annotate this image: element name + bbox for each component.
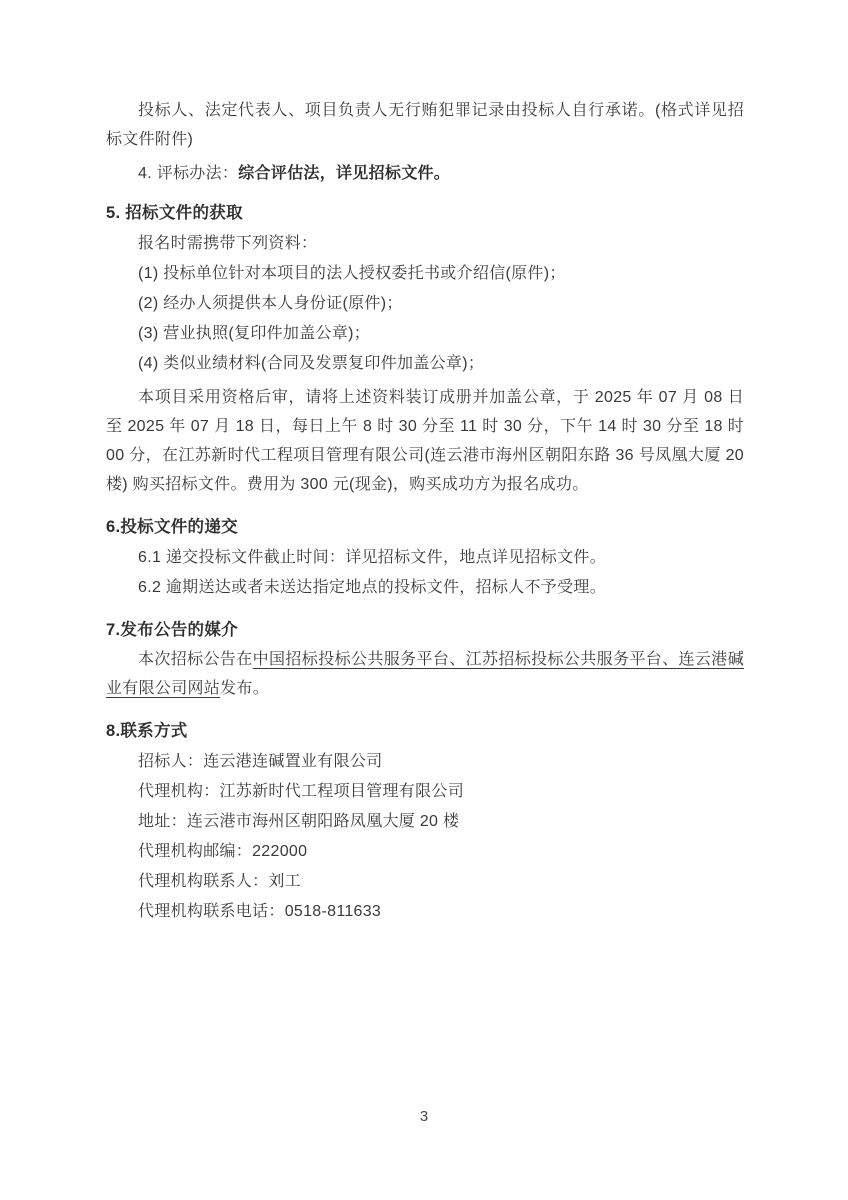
section-7-prefix: 本次招标公告在	[138, 651, 253, 668]
section-5-item-4: (4) 类似业绩材料(合同及发票复印件加盖公章)；	[138, 355, 485, 372]
section-5-item-3: (3) 营业执照(复印件加盖公章)；	[138, 325, 371, 342]
section-8-heading: 8.联系方式	[106, 722, 188, 740]
section-5-intro: 报名时需携带下列资料：	[138, 235, 318, 252]
section-6-item-1: 6.1 递交投标文件截止时间：详见招标文件，地点详见招标文件。	[138, 549, 606, 566]
contact-phone: 代理机构联系电话：0518-811633	[138, 903, 382, 920]
contact-tenderer: 招标人：连云港连碱置业有限公司	[138, 753, 383, 770]
section-7-heading: 7.发布公告的媒介	[106, 621, 238, 639]
item-4-label: 4. 评标办法：	[138, 165, 239, 182]
item-4-bold-text: 综合评估法，详见招标文件。	[238, 165, 451, 182]
item-4-evaluation-method	[106, 159, 744, 188]
section-7-paragraph	[106, 645, 744, 703]
page-number: 3	[419, 1108, 429, 1125]
section-7-suffix: 发布。	[220, 680, 270, 697]
section-6-item-2: 6.2 逾期送达或者未送达指定地点的投标文件，招标人不予受理。	[138, 579, 606, 596]
section-6-heading: 6.投标文件的递交	[106, 518, 238, 536]
section-5-item-2: (2) 经办人须提供本人身份证(原件)；	[138, 295, 403, 312]
section-7-underlined-media: 中国招标投标公共服务平台、江苏招标投标公共服务平台、连云港碱业有限公司网站	[106, 651, 744, 697]
contact-address: 地址：连云港市海州区朝阳路凤凰大厦 20 楼	[138, 813, 460, 830]
section-5-item-1: (1) 投标单位针对本项目的法人授权委托书或介绍信(原件)；	[138, 265, 566, 282]
contact-postcode: 代理机构邮编：222000	[138, 843, 308, 860]
section-5-heading: 5. 招标文件的获取	[106, 204, 243, 222]
section-5-paragraph: 本项目采用资格后审，请将上述资料装订成册并加盖公章，于 2025 年 07 月 08 日至 2025 年 07 月 18 日，每日上午 8 时 30 分至 11 时 30 分，下午 14 时 30 分至 18 时 00 分，在江苏新时代工程项目管理有限公司(连云港市海州区朝阳东路 36 号凤凰大厦 20 楼) 购买招标文件。费用为 300 元(现金)，购买成功方为报名成功。	[106, 389, 744, 493]
document-content	[106, 96, 744, 926]
contact-agency: 代理机构：江苏新时代工程项目管理有限公司	[138, 783, 465, 800]
paragraph-commitment: 投标人、法定代表人、项目负责人无行贿犯罪记录由投标人自行承诺。(格式详见招标文件附件)	[106, 102, 744, 148]
contact-person: 代理机构联系人：刘工	[138, 873, 302, 890]
